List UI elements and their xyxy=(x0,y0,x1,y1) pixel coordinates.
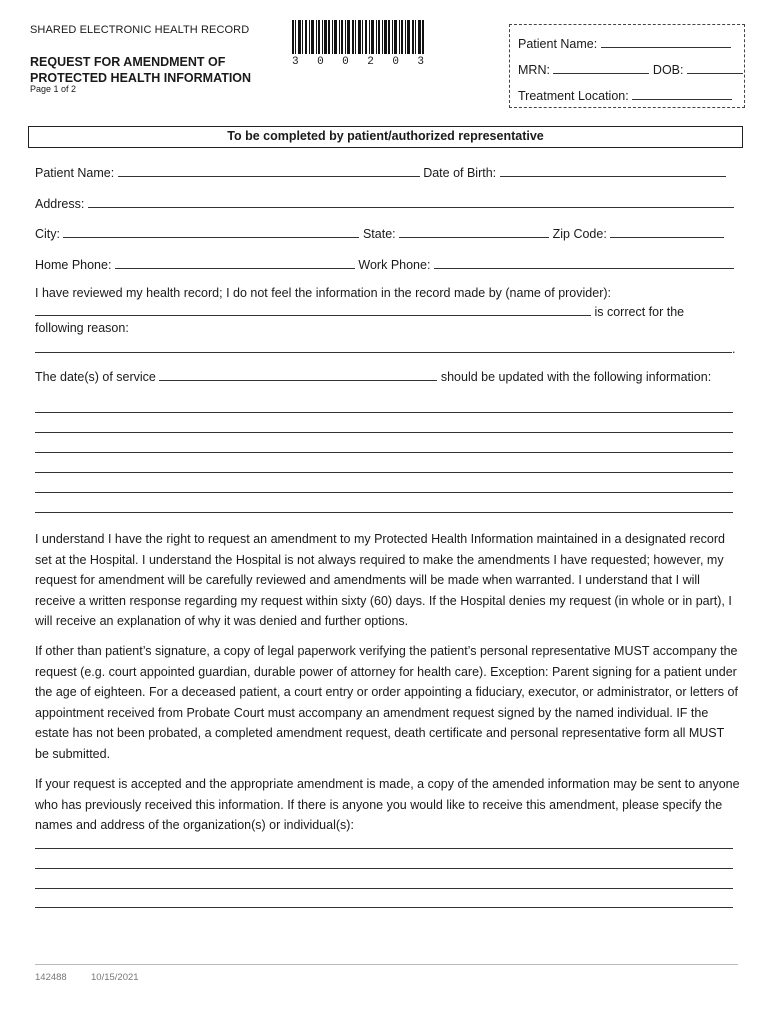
phone-row xyxy=(35,256,734,272)
provider-row xyxy=(35,303,684,319)
recipient-line[interactable] xyxy=(35,888,733,889)
recipient-line[interactable] xyxy=(35,907,733,908)
work-phone-label: Work Phone: xyxy=(358,258,431,272)
system-label: SHARED ELECTRONIC HEALTH RECORD xyxy=(30,24,250,36)
barcode-digit: 3 xyxy=(292,56,299,68)
city-state-zip-row xyxy=(35,225,724,241)
barcode-image xyxy=(292,20,424,54)
form-title xyxy=(30,54,290,86)
update-info-line[interactable] xyxy=(35,412,733,413)
signature-paragraph: If other than patient’s signature, a copy of legal paperwork verifying the patient’s personal representative MUST accompany the request (e.g. court appointed guardian, durable power of attorney for health care). Exception: Parent signing for a patient under the age of eighteen. For a deceased patient, a court entry or order appointing a fiduciary, executor, or administrator, or letters of appointment received from Probate Court must accompany an amendment request signed by the named individual. IF the estate has not been probated, a completed amendment request, death certificate and personal representative form all MUST be submitted. xyxy=(35,644,738,761)
barcode-digit: 2 xyxy=(367,56,374,68)
home-phone-label: Home Phone: xyxy=(35,258,112,272)
id-dob-label: DOB: xyxy=(652,63,684,77)
provider-name-field[interactable] xyxy=(35,303,591,316)
state-label: State: xyxy=(362,227,396,241)
barcode-digit: 3 xyxy=(417,56,424,68)
address-label: Address: xyxy=(35,197,85,211)
recipient-line[interactable] xyxy=(35,848,733,849)
barcode-digit: 0 xyxy=(317,56,324,68)
patient-id-box xyxy=(509,24,745,108)
id-dob-field[interactable] xyxy=(687,61,743,74)
footer-divider xyxy=(35,964,738,965)
dates-of-service-row xyxy=(35,368,711,384)
correct-for-text: is correct for the xyxy=(594,305,685,319)
form-title-line1: REQUEST FOR AMENDMENT OF xyxy=(30,55,226,69)
rights-paragraph: I understand I have the right to request an amendment to my Protected Health Information maintained in a designated record set at the Hospital. I understand the Hospital is not always required to make the amendments I have requested; however, my request for amendment will be carefully reviewed and amendments will be made when warranted. I understand that I will receive a written response regarding my request within sixty (60) days. If the Hospital denies my request (in whole or in part), I will receive an explanation of why it was denied and further options. xyxy=(35,532,732,628)
page-indicator: Page 1 of 2 xyxy=(30,84,77,94)
patient-name-label: Patient Name: xyxy=(35,166,115,180)
id-mrn-field[interactable] xyxy=(553,61,649,74)
following-reason-text: following reason: xyxy=(35,321,129,335)
reason-row xyxy=(35,340,735,356)
city-field[interactable] xyxy=(63,225,359,238)
patient-name-row xyxy=(35,164,726,180)
address-field[interactable] xyxy=(88,195,734,208)
zip-field[interactable] xyxy=(610,225,724,238)
update-info-line[interactable] xyxy=(35,472,733,473)
update-info-line[interactable] xyxy=(35,432,733,433)
section-header: To be completed by patient/authorized representative xyxy=(28,126,743,148)
recipient-line[interactable] xyxy=(35,868,733,869)
work-phone-field[interactable] xyxy=(434,256,734,269)
reason-period: . xyxy=(732,342,736,356)
update-info-line[interactable] xyxy=(35,452,733,453)
dob-label: Date of Birth: xyxy=(423,166,497,180)
reason-field[interactable] xyxy=(35,340,732,353)
form-title-line2: PROTECTED HEALTH INFORMATION xyxy=(30,71,252,85)
form-number: 142488 xyxy=(35,972,67,983)
amendment-recipients-paragraph: If your request is accepted and the appropriate amendment is made, a copy of the amended information may be sent to anyone who has previously received this information. If there is anyone you would like to receive this amendment, please specify the names and address of the organization(s) or individual(s): xyxy=(35,777,740,832)
patient-name-field[interactable] xyxy=(118,164,420,177)
home-phone-field[interactable] xyxy=(115,256,355,269)
dob-field[interactable] xyxy=(500,164,726,177)
dates-of-service-field[interactable] xyxy=(159,368,437,381)
city-label: City: xyxy=(35,227,60,241)
update-info-line[interactable] xyxy=(35,492,733,493)
id-patient-name-label: Patient Name: xyxy=(518,37,598,51)
id-mrn-label: MRN: xyxy=(518,63,550,77)
review-statement: I have reviewed my health record; I do not feel the information in the record made by (name of provider): xyxy=(35,286,611,300)
dates-of-service-suffix: should be updated with the following information: xyxy=(440,370,712,384)
id-treatment-location-field[interactable] xyxy=(632,87,732,100)
barcode-digit: 0 xyxy=(342,56,349,68)
id-treatment-location-label: Treatment Location: xyxy=(518,89,629,103)
state-field[interactable] xyxy=(399,225,549,238)
barcode-digits xyxy=(292,56,424,68)
address-row xyxy=(35,195,734,211)
revision-date: 10/15/2021 xyxy=(91,972,139,983)
dates-of-service-label: The date(s) of service xyxy=(35,370,156,384)
update-info-line[interactable] xyxy=(35,512,733,513)
barcode-digit: 0 xyxy=(392,56,399,68)
zip-label: Zip Code: xyxy=(552,227,607,241)
id-patient-name-field[interactable] xyxy=(601,35,731,48)
